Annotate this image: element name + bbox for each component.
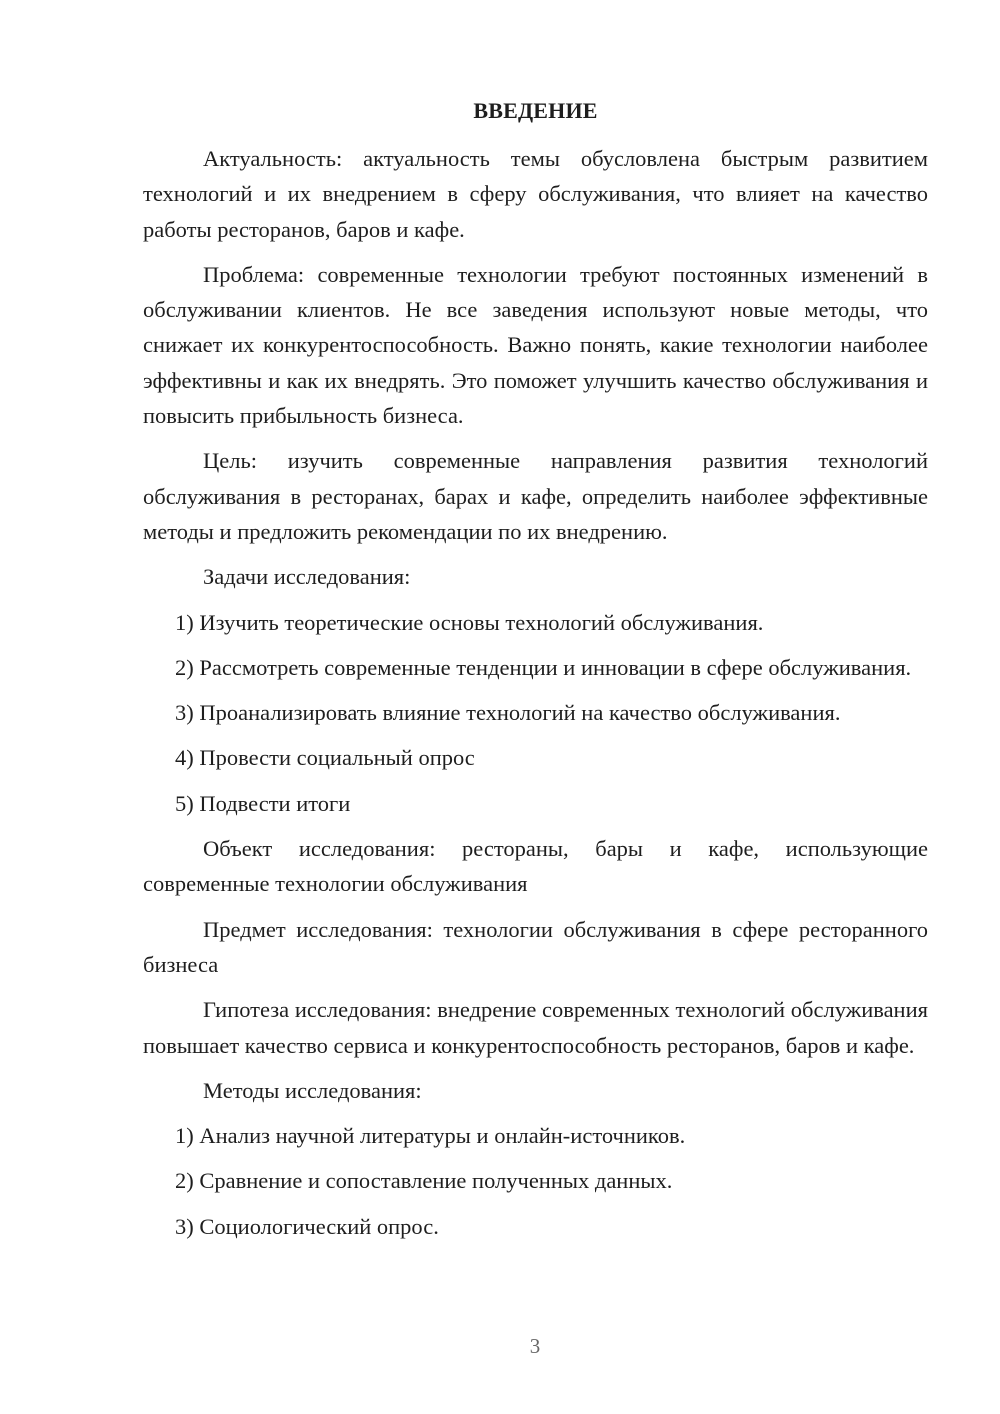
paragraph-hypothesis: Гипотеза исследования: внедрение современных технологий обслуживания повышает качество сервиса и конкурентоспособность ресторанов, баров и кафе. — [143, 997, 928, 1058]
page-content — [143, 95, 928, 1254]
paragraph-goal: Цель: изучить современные направления развития технологий обслуживания в ресторанах, барах и кафе, определить наиболее эффективные методы и предложить рекомендации по их внедрению. — [143, 448, 928, 544]
list-item-task-3: 3) Проанализировать влияние технологий на качество обслуживания. — [175, 700, 841, 726]
list-item-method-1: 1) Анализ научной литературы и онлайн-источников. — [175, 1123, 686, 1149]
paragraph-subject: Предмет исследования: технологии обслуживания в сфере ресторанного бизнеса — [143, 916, 928, 977]
list-item-task-2: 2) Рассмотреть современные тенденции и инновации в сфере обслуживания. — [175, 654, 912, 680]
paragraph-object: Объект исследования: рестораны, бары и кафе, использующие современные технологии обслуживания — [143, 836, 928, 897]
paragraph-problem: Проблема: современные технологии требуют постоянных изменений в обслуживании клиентов. Не все заведения используют новые методы, что снижает их конкурентоспособность. Важно понять, какие технологии наиболее эффективны и как их внедрять. Это поможет улучшить качество обслуживания и повысить прибыльность бизнеса. — [143, 261, 928, 429]
paragraph-relevance: Актуальность: актуальность темы обусловлена быстрым развитием технологий и их внедрением в сферу обслуживания, что влияет на качество работы ресторанов, баров и кафе. — [143, 146, 928, 242]
paragraph-methods-title: Методы исследования: — [203, 1077, 422, 1103]
list-item-task-4: 4) Провести социальный опрос — [175, 745, 475, 771]
list-item-task-1: 1) Изучить теоретические основы технологий обслуживания. — [175, 609, 764, 635]
list-item-task-5: 5) Подвести итоги — [175, 790, 351, 816]
section-heading: ВВЕДЕНИЕ — [473, 98, 598, 123]
list-item-method-2: 2) Сравнение и сопоставление полученных данных. — [175, 1168, 673, 1194]
page-number: 3 — [529, 1334, 541, 1358]
paragraph-tasks-title: Задачи исследования: — [203, 564, 411, 590]
list-item-method-3: 3) Социологический опрос. — [175, 1213, 439, 1239]
